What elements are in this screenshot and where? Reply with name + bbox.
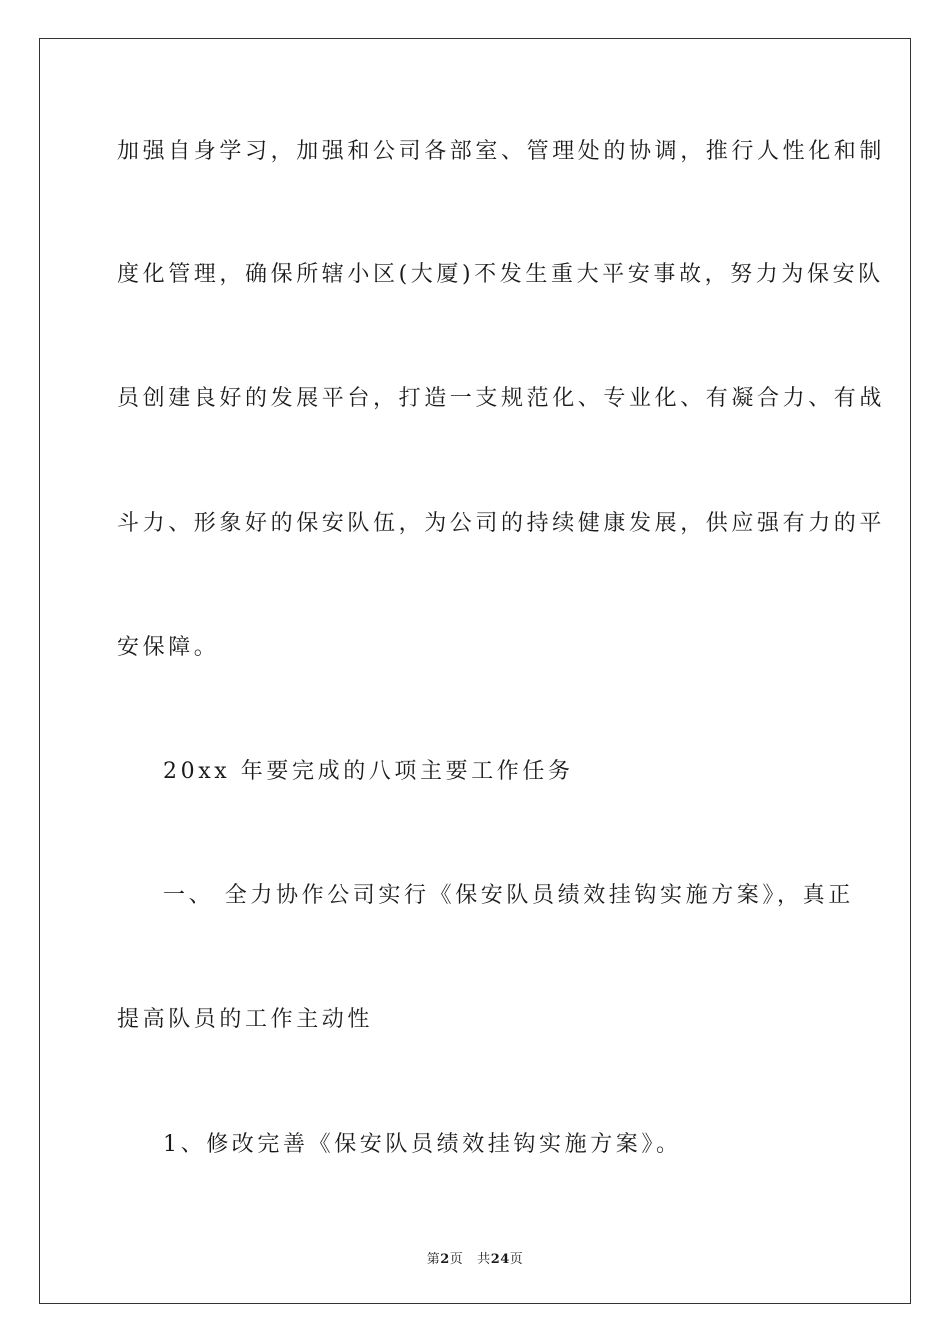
total-pages: 24 [490,1252,510,1267]
list-item: 1、修改完善《保安队员绩效挂钩实施方案》。 [163,1132,682,1157]
page-footer [0,1248,950,1267]
page-prefix: 第 [426,1252,441,1267]
section-heading: 20xx 年要完成的八项主要工作任务 [163,759,574,784]
body-text-line: 斗力、形象好的保安队伍，为公司的持续健康发展，供应强有力的平 [117,511,886,536]
total-prefix: 共 [477,1252,491,1267]
body-text-line: 提高队员的工作主动性 [117,1007,374,1032]
body-text-line: 度化管理，确保所辖小区(大厦)不发生重大平安事故，努力为保安队 [117,262,884,287]
body-text-line: 安保障。 [117,635,220,660]
body-text-line: 员创建良好的发展平台，打造一支规范化、专业化、有凝合力、有战 [117,386,886,411]
task-heading: 一、 全力协作公司实行《保安队员绩效挂钩实施方案》，真正 [163,883,854,908]
page-border [39,38,911,1304]
body-text-line: 加强自身学习，加强和公司各部室、管理处的协调，推行人性化和制 [117,139,886,164]
total-suffix: 页 [509,1252,524,1267]
page-number: 2 [440,1252,450,1267]
page-suffix: 页 [449,1252,464,1267]
